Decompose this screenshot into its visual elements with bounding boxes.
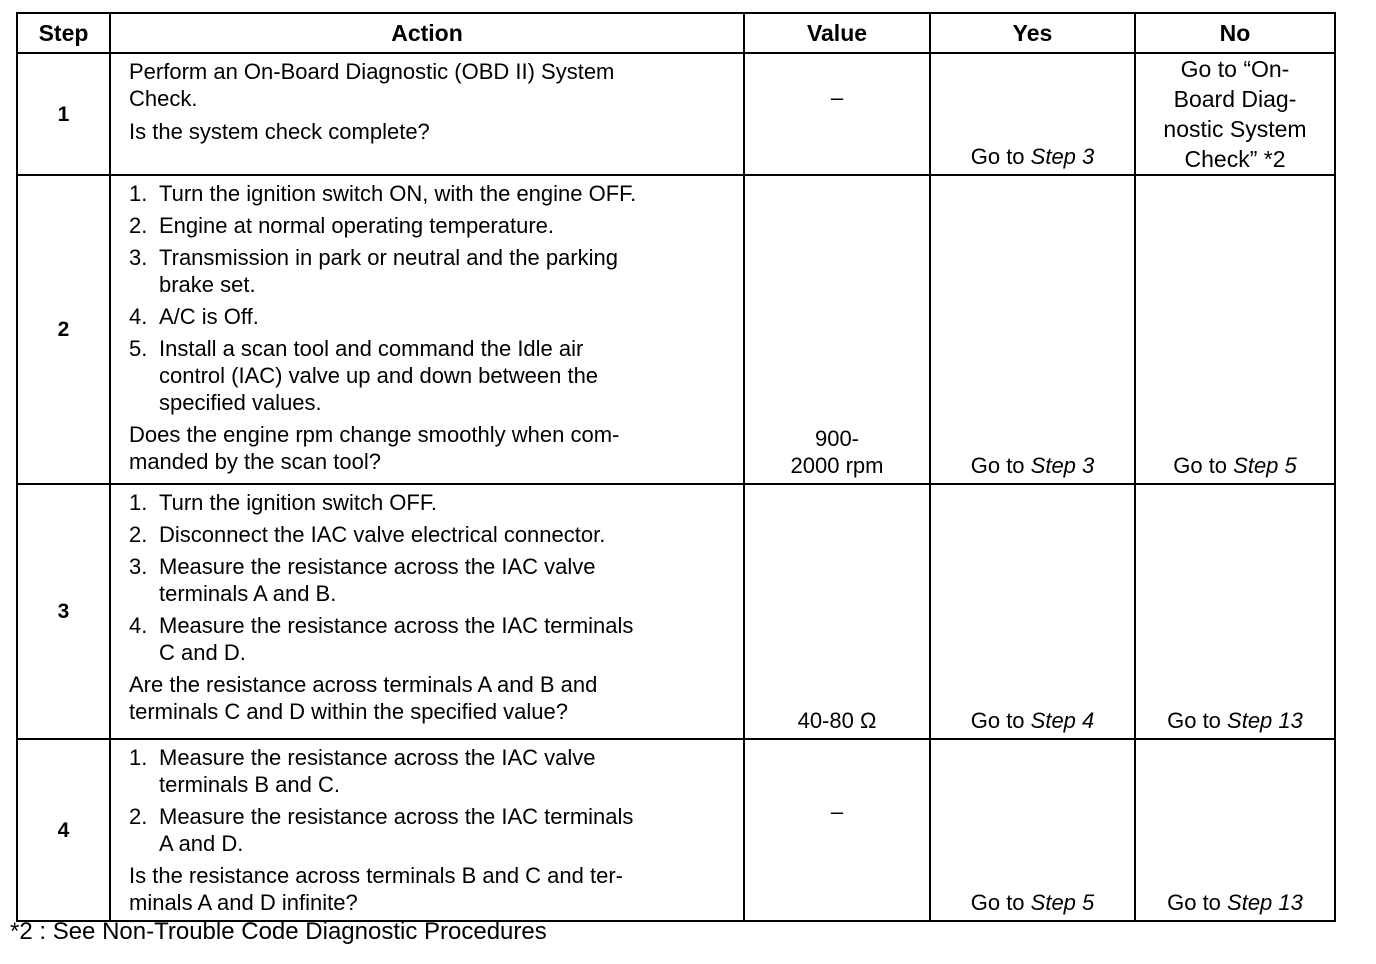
no-cell — [1135, 739, 1335, 921]
value-cell — [744, 53, 930, 175]
action-cell — [110, 175, 744, 484]
question-text: Are the resistance across terminals A and B and — [129, 672, 598, 697]
list-item: 1. Measure the resistance across the IAC valve terminals B and C. — [129, 745, 596, 797]
step-number: 4 — [17, 739, 110, 921]
list-item: 4. A/C is Off. — [129, 304, 259, 329]
value-text: – — [830, 85, 844, 110]
question-text: manded by the scan tool? — [129, 449, 381, 474]
no-link: Go to Step 5 — [1173, 453, 1297, 478]
action-cell — [110, 53, 744, 175]
list-item: 1. Turn the ignition switch ON, with the engine OFF. — [129, 181, 637, 206]
no-cell — [1135, 175, 1335, 484]
yes-cell — [930, 53, 1135, 175]
list-item: 4. Measure the resistance across the IAC terminals C and D. — [129, 613, 634, 665]
question-text: terminals C and D within the specified value? — [129, 699, 569, 724]
yes-link: Go to Step 3 — [970, 453, 1095, 478]
table-row — [17, 484, 1335, 739]
no-link: Go to Step 13 — [1167, 708, 1303, 733]
list-item: 3. Transmission in park or neutral and the parking brake set. — [129, 245, 618, 297]
action-text: Perform an On-Board Diagnostic (OBD II) System — [129, 59, 615, 84]
no-text: Check” *2 — [1184, 146, 1286, 172]
step-number: 1 — [17, 53, 110, 175]
value-text: 900- 2000 rpm — [790, 426, 884, 478]
list-item: 1. Turn the ignition switch OFF. — [129, 490, 437, 515]
action-list — [129, 489, 735, 666]
question-text: minals A and D infinite? — [129, 890, 358, 915]
yes-cell — [930, 175, 1135, 484]
question-text: Is the resistance across terminals B and C and ter- — [129, 863, 623, 888]
action-list — [129, 744, 735, 857]
question-text: Does the engine rpm change smoothly when com- — [129, 422, 620, 447]
no-text: Board Diag- — [1173, 86, 1297, 112]
table-row — [17, 175, 1335, 484]
action-text: Check. — [129, 86, 198, 111]
diagnostic-table — [16, 12, 1336, 922]
list-item: 3. Measure the resistance across the IAC valve terminals A and B. — [129, 554, 596, 606]
action-cell — [110, 739, 744, 921]
action-list — [129, 180, 735, 416]
list-item: 2. Measure the resistance across the IAC terminals A and D. — [129, 804, 634, 856]
value-text: 40-80 Ω — [797, 708, 877, 733]
no-text: Go to “On- — [1180, 56, 1290, 82]
header-step: Step — [17, 13, 110, 53]
table-row — [17, 53, 1335, 175]
step-number: 3 — [17, 484, 110, 739]
no-cell — [1135, 53, 1335, 175]
yes-link: Go to Step 4 — [970, 708, 1095, 733]
action-cell — [110, 484, 744, 739]
header-no: No — [1135, 13, 1335, 53]
no-text: nostic System — [1163, 116, 1307, 142]
value-cell — [744, 739, 930, 921]
no-link: Go to Step 13 — [1167, 890, 1303, 915]
question-text: Is the system check complete? — [129, 119, 430, 144]
list-item: 2. Disconnect the IAC valve electrical connector. — [129, 522, 606, 547]
footnote: *2 : See Non-Trouble Code Diagnostic Procedures — [10, 918, 547, 945]
list-item: 5. Install a scan tool and command the Idle air control (IAC) valve up and down between the specified values. — [129, 336, 599, 415]
value-cell — [744, 484, 930, 739]
yes-cell — [930, 739, 1135, 921]
header-value: Value — [744, 13, 930, 53]
value-text: – — [830, 799, 844, 824]
yes-link: Go to Step 5 — [970, 890, 1095, 915]
header-action: Action — [110, 13, 744, 53]
header-row — [17, 13, 1335, 53]
value-cell — [744, 175, 930, 484]
yes-cell — [930, 484, 1135, 739]
table-row — [17, 739, 1335, 921]
yes-link: Go to Step 3 — [970, 144, 1095, 169]
header-yes: Yes — [930, 13, 1135, 53]
list-item: 2. Engine at normal operating temperature. — [129, 213, 555, 238]
no-cell — [1135, 484, 1335, 739]
step-number: 2 — [17, 175, 110, 484]
